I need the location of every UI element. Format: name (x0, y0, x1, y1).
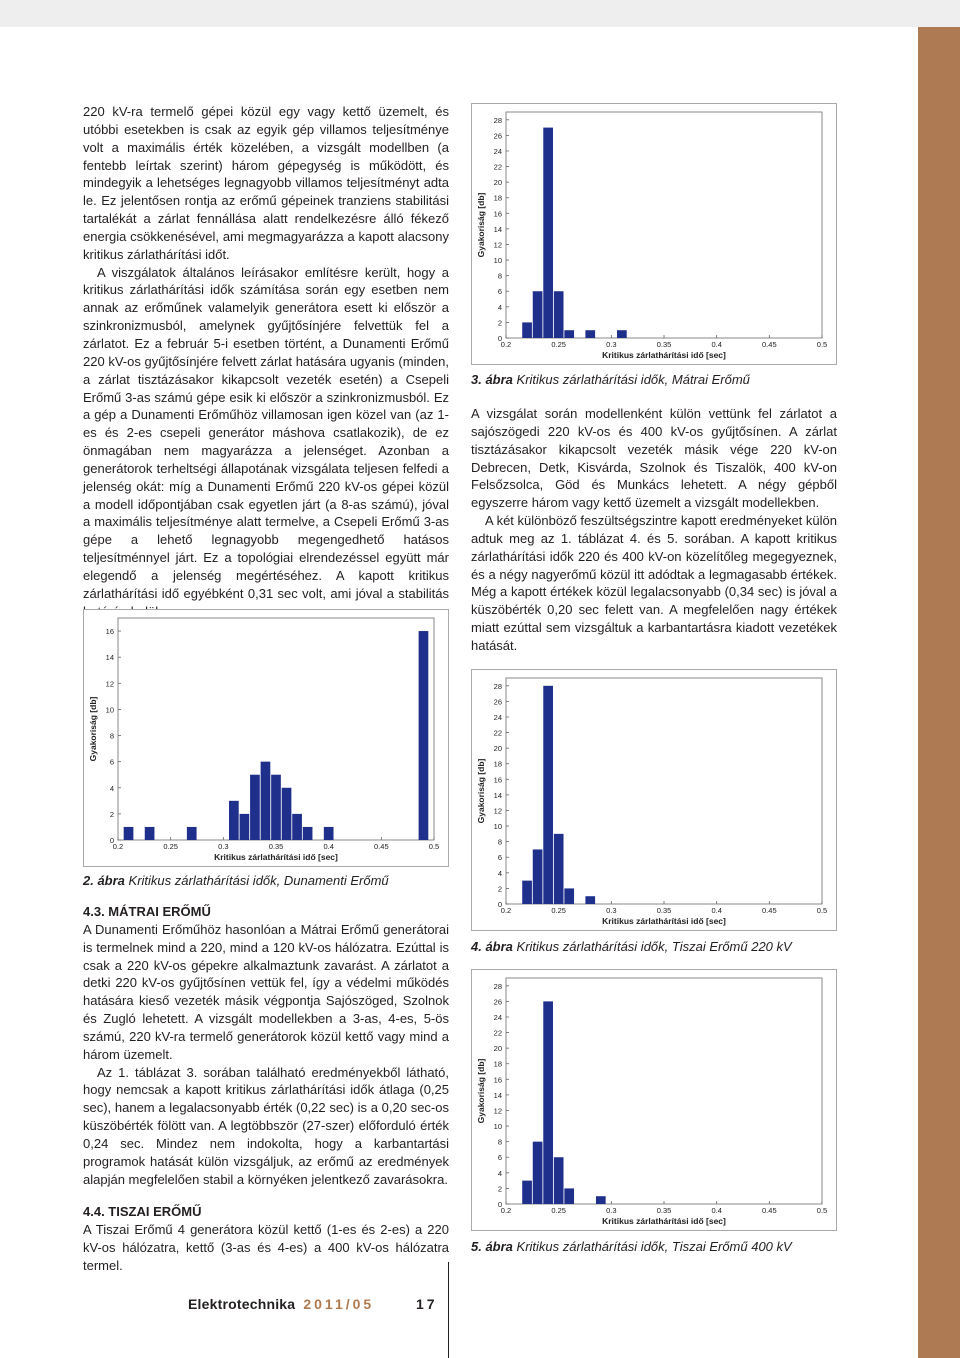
caption-text: Kritikus zárlathárítási idők, Tiszai Erőmű 220 kV (516, 939, 792, 954)
y-tick-label: 22 (493, 1028, 502, 1038)
y-tick-label: 6 (109, 757, 114, 767)
y-tick-label: 6 (497, 1153, 502, 1163)
y-tick-label: 20 (493, 178, 502, 188)
x-axis-label: Kritikus zárlathárítási idő [sec] (602, 916, 726, 926)
y-tick-label: 8 (497, 1137, 502, 1147)
y-tick-label: 28 (493, 681, 502, 691)
top-margin-band (0, 0, 960, 27)
y-tick-label: 26 (493, 997, 502, 1007)
figure-3-chart (471, 103, 837, 365)
y-tick-label: 2 (109, 809, 114, 819)
bar (564, 1188, 574, 1204)
y-tick-label: 12 (493, 1106, 502, 1116)
x-tick-label: 0.35 (656, 906, 672, 915)
x-tick-label: 0.35 (268, 842, 284, 851)
paragraph: A viszgálatok általános leírásakor említésre került, hogy a kritikus zárlathárítási idők számítása során egy esetben nem annak az erőműnek valamelyik generátora esett ki először a szinkronizmusból, amelynek gyűjtősínjére felvettük fel a zárlatot. Ez a február 5-i esetben történt, a Dunamenti Erőmű 220 kV-os gyűjtősínjére felvett zárlat hatására ugyanis (minden, a zárlat tisztázásakor kikapcsolt vezeték esetén) a Csepeli Erőmű 3-as számú gépe esik ki először a szinkronizmusból. Ez a gép a Dunamenti Erőműhöz villamosan igen közel van (az 1-es és 2-es csepeli generátor máshova csatlakozik), de ez önmagában nem magyarázza a jelenséget. Azonban a generátorok terheltségi állapotának vizsgálata teljesen felfedi a jelenség okát: míg a Dunamenti Erőmű 220 kV-os gépei közül a modell időpontjában csak egyetlen járt (a 8-as számú), jóval a maximális teljesítménye alatt termelve, a Csepeli Erőmű 3-as gépe a lehető legnagyobb megengedhető hatásos teljesítménnyel járt. Ez a topológiai elrendezéssel együtt már elegendő a jelenség megértéséhez. A kapott kritikus zárlathárítási idő egyébként 0,31 sec volt, ami jóval a stabilitás (83, 264, 449, 601)
x-tick-label: 0.5 (816, 340, 828, 349)
y-tick-label: 10 (493, 822, 502, 832)
y-tick-label: 16 (493, 775, 502, 785)
section-heading-4-4: 4.4. TISZAI ERŐMŰ (83, 1204, 202, 1219)
y-tick-label: 10 (493, 256, 502, 266)
plot-area (506, 978, 822, 1204)
bar (229, 801, 239, 840)
x-tick-label: 0.3 (606, 906, 617, 915)
y-tick-label: 28 (493, 981, 502, 991)
bar (617, 330, 627, 338)
issue-number: 2011/05 (303, 1296, 375, 1312)
y-tick-label: 4 (109, 783, 114, 793)
left-column-lower (83, 903, 449, 1189)
y-tick-label: 10 (493, 1122, 502, 1132)
y-tick-label: 0 (109, 836, 114, 845)
y-tick-label: 20 (493, 1044, 502, 1054)
y-tick-label: 14 (493, 1090, 502, 1100)
y-tick-label: 18 (493, 1059, 502, 1069)
y-axis-label: Gyakoriság [db] (88, 696, 98, 762)
x-tick-label: 0.2 (500, 906, 512, 915)
bar (303, 827, 313, 840)
y-tick-label: 4 (497, 1168, 502, 1178)
x-tick-label: 0.2 (112, 842, 124, 851)
bar (533, 291, 543, 338)
bar (145, 827, 155, 840)
paragraph: A Tiszai Erőmű 4 generátora közül kettő (1-es és 2-es) a 220 kV-os hálózatra, kettő (3-as és 4-es) a 400 kV-os hálózatra termel. (83, 1221, 449, 1273)
bar (271, 775, 281, 840)
y-tick-label: 28 (493, 115, 502, 125)
y-tick-label: 4 (497, 302, 502, 312)
x-tick-label: 0.5 (428, 842, 440, 851)
figure-5-svg (472, 970, 836, 1230)
x-tick-label: 0.4 (711, 1206, 722, 1215)
y-tick-label: 22 (493, 162, 502, 172)
y-tick-label: 22 (493, 728, 502, 738)
bar (533, 1142, 543, 1204)
page-edge-band (918, 27, 960, 1358)
y-tick-label: 12 (105, 679, 114, 689)
page-footer (188, 1296, 438, 1312)
y-tick-label: 8 (497, 837, 502, 847)
y-axis-label: Gyakoriság [db] (476, 1058, 486, 1124)
y-tick-label: 12 (493, 806, 502, 816)
x-tick-label: 0.2 (500, 340, 512, 349)
bar (543, 686, 553, 904)
bar (419, 631, 429, 840)
x-tick-label: 0.3 (218, 842, 229, 851)
y-tick-label: 0 (497, 1200, 502, 1209)
paragraph: A vizsgálat során modellenként külön vettünk fel zárlatot a sajószögedi 220 kV-os és 400 kV-os gyűjtősínen. A zárlat tisztázásakor kikapcsolt vezeték másik vége 220 kV-on Debrecen, Detk, Kisvárda, Szolnok és Tiszalök, 400 kV-on Felsőzsolca, Göd és Munkács lehetett. A négy gépből egyszerre három vagy kettő üzemelt a vizsgált modellekben. (471, 406, 837, 511)
bar (522, 322, 532, 338)
y-tick-label: 6 (497, 853, 502, 863)
y-tick-label: 2 (497, 884, 502, 894)
y-tick-label: 8 (109, 731, 114, 741)
y-tick-label: 4 (497, 868, 502, 878)
x-tick-label: 0.45 (762, 1206, 777, 1215)
y-tick-label: 24 (493, 146, 502, 156)
y-tick-label: 16 (493, 209, 502, 219)
bar (187, 827, 197, 840)
y-tick-label: 0 (497, 900, 502, 909)
bar (124, 827, 134, 840)
figure-number: 4. ábra (471, 939, 513, 954)
page-number: 17 (416, 1296, 438, 1312)
section-heading-4-3: 4.3. MÁTRAI ERŐMŰ (83, 904, 211, 919)
journal-name: Elektrotechnika (188, 1296, 296, 1312)
bar (554, 291, 564, 338)
bar (585, 896, 595, 904)
y-tick-label: 14 (105, 653, 114, 663)
y-axis-label: Gyakoriság [db] (476, 192, 486, 258)
figure-3-caption (471, 372, 750, 387)
paragraph: 220 kV-ra termelő gépei közül egy vagy kettő üzemelt, és utóbbi esetekben is csak az egyik gép villamos teljesítménye volt a maximális érték közelében, a vizsgált modellben (a fentebb leírtak szerint) három gépegység is működött, és mindegyik a lehetséges legnagyobb villamos teljesítményt adta le. Ez jelentősen rontja az erőmű gépeinek tranziens stabilitási tartalékát a zárlat fennállása alatt rendelkezésre álló fékező energia csökkenésével, ami megmagyarázza a kapott alacsony kritikus zárlathárítási időt. (83, 104, 449, 262)
bar (324, 827, 334, 840)
figure-3-svg (472, 104, 836, 364)
x-tick-label: 0.35 (656, 340, 672, 349)
figure-2-svg (84, 610, 448, 866)
x-tick-label: 0.25 (163, 842, 178, 851)
y-tick-label: 2 (497, 318, 502, 328)
x-tick-label: 0.45 (374, 842, 389, 851)
bar (522, 1181, 532, 1204)
paragraph: A Dunamenti Erőműhöz hasonlóan a Mátrai Erőmű generátorai is termelnek mind a 220, mind a 120 kV-os hálózatra. Ezúttal is csak a 220 kV-os gépekre alkalmaztunk zavarást. A zárlatot a detki 220 kV-os gyűjtősínen vettük fel, így a védelmi működés hatására kieső vezeték másik végpontja Sajószöged, Szolnok és Zugló lehetett. A vizsgált modellekben a 3-as, 4-es, 5-ös számú, 220 kV-ra termelő generátorok közül kettő vagy mind a három üzemelt. (83, 921, 449, 1062)
x-tick-label: 0.25 (551, 1206, 566, 1215)
bar (596, 1196, 606, 1204)
x-tick-label: 0.3 (606, 1206, 617, 1215)
bar (543, 128, 553, 338)
figure-number: 5. ábra (471, 1239, 513, 1254)
bar (585, 330, 595, 338)
figure-4-svg (472, 670, 836, 930)
y-tick-label: 18 (493, 759, 502, 769)
x-axis-label: Kritikus zárlathárítási idő [sec] (214, 852, 338, 862)
x-tick-label: 0.2 (500, 1206, 512, 1215)
bar (250, 775, 260, 840)
left-column-bottom (83, 1203, 449, 1274)
x-axis-label: Kritikus zárlathárítási idő [sec] (602, 350, 726, 360)
footer-divider (448, 1262, 449, 1358)
paragraph: Az 1. táblázat 3. sorában található eredményekből látható, hogy nemcsak a kapott kritikus zárlathárítási idők átlaga (0,25 sec), hanem a legalacsonyabb érték (0,22 sec) is a 0,20 sec-os küszöbérték fölött van. A legtöbbször (27-szer) előforduló érték 0,24 sec. Mindez nem indokolta, hogy a karbantartási programok hatását külön vizsgáljuk, az erőmű az eredmények alapján megfelelően stabil a környéken jelentkező zavarásokra. (83, 1064, 449, 1187)
x-axis-label: Kritikus zárlathárítási idő [sec] (602, 1216, 726, 1226)
x-tick-label: 0.35 (656, 1206, 672, 1215)
y-tick-label: 24 (493, 1012, 502, 1022)
figure-4-caption (471, 939, 792, 954)
bar (522, 881, 532, 904)
x-tick-label: 0.45 (762, 340, 777, 349)
figure-4-chart (471, 669, 837, 931)
figure-number: 3. ábra (471, 372, 513, 387)
caption-text: Kritikus zárlathárítási idők, Dunamenti Erőmű (128, 873, 389, 888)
y-tick-label: 18 (493, 193, 502, 203)
plot-area (506, 678, 822, 904)
y-tick-label: 14 (493, 790, 502, 800)
y-tick-label: 14 (493, 224, 502, 234)
bar (554, 834, 564, 904)
caption-text: Kritikus zárlathárítási idők, Mátrai Erőmű (516, 372, 750, 387)
y-tick-label: 2 (497, 1184, 502, 1194)
y-tick-label: 24 (493, 712, 502, 722)
x-tick-label: 0.4 (711, 906, 722, 915)
figure-number: 2. ábra (83, 873, 125, 888)
x-tick-label: 0.5 (816, 1206, 828, 1215)
y-tick-label: 26 (493, 131, 502, 141)
bar (564, 888, 574, 904)
y-tick-label: 0 (497, 334, 502, 343)
figure-5-caption (471, 1239, 792, 1254)
plot-area (506, 112, 822, 338)
x-tick-label: 0.3 (606, 340, 617, 349)
y-tick-label: 16 (105, 627, 114, 637)
y-tick-label: 10 (105, 705, 114, 715)
y-tick-label: 8 (497, 271, 502, 281)
bar (533, 849, 543, 904)
y-axis-label: Gyakoriság [db] (476, 758, 486, 824)
y-tick-label: 26 (493, 697, 502, 707)
x-tick-label: 0.45 (762, 906, 777, 915)
y-tick-label: 20 (493, 744, 502, 754)
y-tick-label: 16 (493, 1075, 502, 1085)
bar (564, 330, 574, 338)
bar (261, 762, 271, 840)
y-tick-label: 6 (497, 287, 502, 297)
figure-2-caption (83, 873, 389, 888)
left-column-upper (83, 103, 449, 620)
figure-2-chart (83, 609, 449, 867)
y-tick-label: 12 (493, 240, 502, 250)
bar (240, 814, 250, 840)
right-column-text (471, 405, 837, 655)
x-tick-label: 0.25 (551, 340, 566, 349)
paragraph: A két különböző feszültségszintre kapott eredményeket külön adtuk meg az 1. táblázat 4. és 5. sorában. A kapott kritikus zárlathárítási idők 220 és 400 kV-on közelítőleg megegyeznek, és a négy nagyerőmű közül itt adódtak a legmagasabb értékek. Még a kapott értékek közül legalacsonyabb (0,34 sec) is jóval a küszöbérték 0,20 sec felett van. A megfelelően nagy értékek miatt ezúttal sem vizsgáltuk a karbantartásra kiadott vezetékek hatását. (471, 513, 837, 653)
bar (543, 1001, 553, 1204)
figure-5-chart (471, 969, 837, 1231)
bar (292, 814, 302, 840)
x-tick-label: 0.5 (816, 906, 828, 915)
bar (282, 788, 292, 840)
x-tick-label: 0.4 (323, 842, 334, 851)
caption-text: Kritikus zárlathárítási idők, Tiszai Erőmű 400 kV (516, 1239, 792, 1254)
bar (554, 1157, 564, 1204)
x-tick-label: 0.4 (711, 340, 722, 349)
x-tick-label: 0.25 (551, 906, 566, 915)
